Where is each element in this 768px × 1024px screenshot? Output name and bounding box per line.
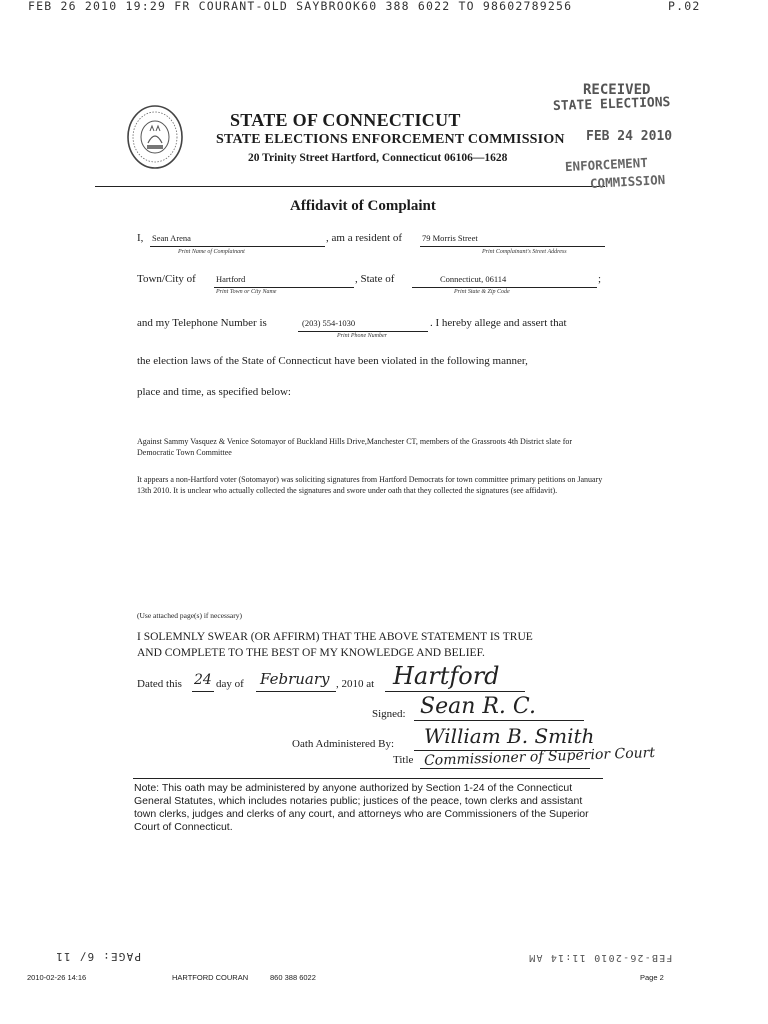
letterhead-title: STATE OF CONNECTICUT [230,110,461,130]
mirrored-page-count: PAGE: 6/ 11 [55,950,142,963]
letterhead-commission: STATE ELECTIONS ENFORCEMENT COMMISSION [216,132,565,147]
caption-phone: Print Phone Number [337,333,387,339]
administered-label: Oath Administered By: [292,738,395,750]
note-text: Note: This oath may be administered by anyone authorized by Section 1-24 of the Connecticut General Statutes, which includes notaries public; justices of the peace, town clerks and assistant town clerks, judges and clerks of any court, and attorneys who are Commissioners of the Superior Court of Connecticut. [134,782,589,833]
street-address-field [420,232,605,247]
violated-text: the election laws of the State of Connecticut have been violated in the following manner, [137,355,528,367]
state-zip-value: Connecticut, 06114 [440,274,507,284]
signature-field [414,696,584,721]
note-rule [133,778,603,779]
day-field [192,672,214,692]
mirrored-timestamp: FEB-26-2010 11:14 AM [528,952,673,963]
title-field [420,744,656,770]
town-label: Town/City of [137,273,196,285]
place-handwritten: Hartford [393,662,500,690]
month-field [256,670,336,692]
caption-state: Print State & Zip Code [454,289,510,295]
dated-label: Dated this [137,678,182,690]
complaint-paragraph-2: It appears a non-Hartford voter (Sotomayor) was soliciting signatures from Hartford Democrats for town committee primary petitions on January 13th 2010. It is unclear who actually collected the signatures and swore under oath that they collected the signatures (see affidavit). [137,475,603,495]
letterhead-address: 20 Trinity Street Hartford, Connecticut 06106—1628 [248,152,508,164]
complaint-paragraph-1: Against Sammy Vasquez & Venice Sotomayor of Buckland Hills Drive,Manchester CT, members of the Grassroots 4th District slate for Democratic Town Committee [137,437,573,457]
title-label: Title [393,754,414,766]
i-prefix: I, [137,232,144,244]
state-seal-logo [126,103,184,171]
letterhead-rule [95,186,605,187]
administrator-handwritten: William B. Smith [424,724,595,748]
semicolon: ; [598,273,602,285]
phone-value: (203) 554-1030 [302,318,356,328]
day-of-label: day of [216,678,244,690]
caption-address: Print Complainant's Street Address [482,249,567,255]
caption-town: Print Town or City Name [216,289,277,295]
state-label: , State of [355,273,395,285]
footer-timestamp: 2010-02-26 14:16 [27,973,87,982]
attached-note: (Use attached page(s) if necessary) [137,611,242,620]
footer-page: Page 2 [640,973,664,982]
stamp-received: RECEIVED [583,82,651,98]
allege-text: . I hereby allege and assert that [430,317,567,329]
day-handwritten: 24 [194,672,212,688]
month-handwritten: February [260,670,330,688]
footer-sender-phone: 860 388 6022 [270,973,316,982]
town-value: Hartford [216,274,246,284]
fax-header-line: FEB 26 2010 19:29 FR COURANT-OLD SAYBROOK60 388 6022 TO 98602789256 [28,0,573,13]
stamp-commission: COMMISSION [589,172,666,191]
resident-text: , am a resident of [326,232,403,244]
stamp-enforcement: ENFORCEMENT [564,154,649,175]
place-field [385,662,525,692]
phone-field [298,317,428,332]
stamp-state-elections: STATE ELECTIONS [552,94,671,115]
complainant-name-value: Sean Arena [152,233,191,243]
phone-label: and my Telephone Number is [137,317,267,329]
fax-page-number: P.02 [668,0,701,13]
caption-name: Print Name of Complainant [178,249,245,255]
signed-label: Signed: [372,708,406,720]
place-text: place and time, as specified below: [137,386,291,398]
year-label: , 2010 at [336,678,375,690]
town-field [214,273,354,288]
complainant-name-field [150,232,325,247]
swear-line-2: AND COMPLETE TO THE BEST OF MY KNOWLEDGE AND BELIEF. [137,647,485,659]
footer-sender: HARTFORD COURAN [172,973,249,982]
street-address-value: 79 Morris Street [422,233,478,243]
form-heading: Affidavit of Complaint [290,198,436,214]
signature-handwritten: Sean R. C. [420,694,536,719]
swear-line-1: I SOLEMNLY SWEAR (OR AFFIRM) THAT THE ABOVE STATEMENT IS TRUE [137,631,533,643]
title-handwritten: Commissioner of Superior Court [423,744,656,770]
stamp-date: FEB 24 2010 [586,129,673,144]
state-zip-field [412,273,597,288]
